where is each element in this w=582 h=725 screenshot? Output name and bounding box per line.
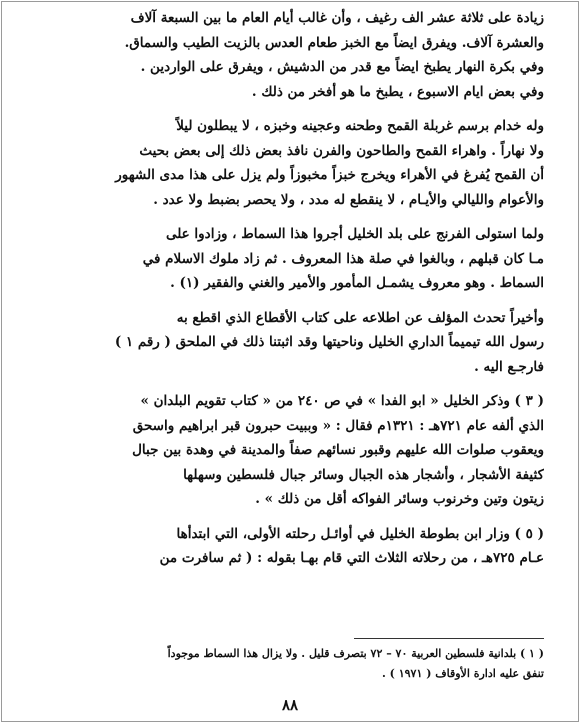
footnote bbox=[36, 644, 544, 684]
footnote-line: ( ١ ) بلدانية فلسطين العربية ٧٠ – ٧٢ بتصرف قليل . ولا يزال هذا السماط موجوداً bbox=[167, 647, 544, 660]
text-line: عـام ٧٢٥هـ ، من رحلاته الثلاث التي قام بهـا بقوله : ( ثم سافرت من bbox=[159, 550, 544, 566]
paragraph-p1 bbox=[36, 6, 544, 104]
document-page bbox=[36, 6, 544, 718]
text-line: مـا كان قبلهم ، وبالغوا في صلة هذا المعروف . ثم زاد ملوك الاسلام في bbox=[142, 250, 544, 267]
page-number: ٨٨ bbox=[281, 696, 299, 714]
paragraph-p2 bbox=[36, 114, 544, 212]
text-line: وفي بعض ايام الاسبوع ، يطبخ ما هو أفخر من ذلك . bbox=[251, 83, 544, 100]
text-line: أن القمح يُفرغ في الأهراء ويخرج خبزاً مخبوزاً ولم يزل على هذا مدى الشهور bbox=[115, 167, 544, 183]
body-text bbox=[36, 6, 544, 571]
text-line: زيادة على ثلاثة عشر الف رغيف ، وأن غالب أيام العام ما بين السبعة آلاف bbox=[130, 10, 544, 26]
footnote-line: تنفق عليه ادارة الأوقاف ( ١٩٧١ ) . bbox=[382, 667, 544, 680]
paragraph-p3 bbox=[36, 222, 544, 296]
text-line: السماط . وهو معروف يشمـل المأمور والأمير والغني والفقير (١) . bbox=[170, 275, 544, 291]
paragraph-p6 bbox=[36, 522, 544, 571]
text-line: زيتون وتين وخرنوب وسائر الفواكه أقل من ذلك » . bbox=[255, 491, 544, 507]
text-line: ولا نهاراً . واهراء القمح والطاحون والفرن نافذ بعض ذلك إلى بعض بحيث bbox=[139, 142, 544, 159]
text-line: فارجـع اليه . bbox=[474, 358, 544, 375]
text-line: والعشرة آلاف. ويفرق ايضاً مع الخبز طعام العدس بالزيت الطيب والسماق. bbox=[124, 34, 544, 51]
text-line: والأعوام والليالي والأيـام ، لا ينقطع له مدد ، ولا يحصر بضبط ولا عدد . bbox=[153, 191, 544, 208]
text-line: كثيفة الأشجار ، وأشجار هذه الجبال وسائر جبال فلسطين وسهلها bbox=[183, 466, 544, 483]
footnote-separator bbox=[354, 638, 544, 639]
text-line: ( ٥ ) وزار ابن بطوطة الخليل في أوائـل رحلته الأولى، التي ابتدأها bbox=[176, 525, 544, 542]
text-line: رسول الله تيميماً الداري الخليل وناحيتها وقد اثبتنا ذلك في الملحق ( رقم ١ ) bbox=[114, 334, 544, 350]
paragraph-p4 bbox=[36, 306, 544, 380]
text-line: ( ٣ ) وذكر الخليل « ابو الفدا » في ص ٢٤٠ من « كتاب تقويم البلدان » bbox=[140, 393, 544, 409]
text-line: وله خدام برسم غربلة القمح وطحنه وعجينه وخبزه ، لا يبطلون ليلاً bbox=[176, 118, 544, 134]
text-line: ولما استولى الفرنج على بلد الخليل أجروا هذا السماط ، وزادوا على bbox=[165, 226, 544, 242]
text-line: ويعقوب صلوات الله عليهم وقبور نسائهم صفاً والمدينة في وهدة بين جبال bbox=[132, 442, 544, 458]
text-line: وفي بكرة النهار يطبخ ايضاً مع قدر من الدشيش ، ويفرق على الواردين . bbox=[140, 59, 544, 75]
text-line: الذي ألفه عام ٧٢١هـ : ١٣٢١م فقال : « وببيت حبرون قبر ابراهيم واسحق bbox=[132, 417, 544, 434]
text-line: وأخيراً تحدث المؤلف عن اطلاعه على كتاب الأقطاع الذي اقطع به bbox=[176, 309, 544, 326]
paragraph-p5 bbox=[36, 389, 544, 512]
